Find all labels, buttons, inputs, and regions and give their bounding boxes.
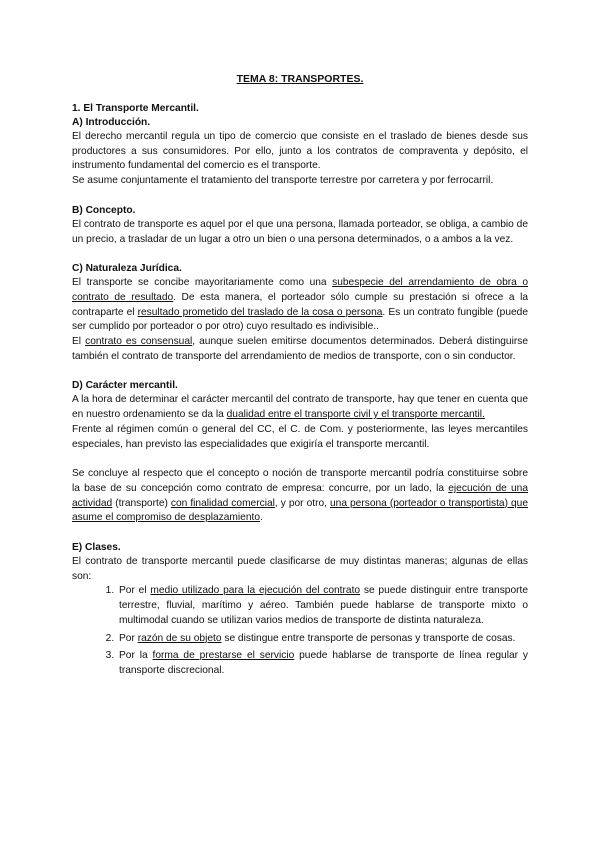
paragraph: Se concluye al respecto que el concepto o noción de transporte mercantil podría constituirse sobre la base de su concepción como contrato de empresa: concurre, por un lado, la ejecución de una actividad (transporte) con finalidad comercial, y por otro, una persona (porteador o transportista) que asume el compromiso de desplazamiento. xyxy=(72,468,528,524)
subsection-heading: A) Introducción. xyxy=(72,117,151,128)
list-item: 2. Por razón de su objeto se distingue entre transporte de personas y transporte de cosas. xyxy=(117,632,528,647)
list-item: 3. Por la forma de prestarse el servicio puede hablarse de transporte de línea regular y transporte discrecional. xyxy=(117,649,528,678)
underlined-term: ejecución de una actividad xyxy=(72,482,528,509)
subsection-heading: C) Naturaleza Jurídica. xyxy=(72,263,182,275)
subsection-heading: D) Carácter mercantil. xyxy=(72,380,178,392)
paragraph: El contrato de transporte es aquel por el que una persona, llamada porteador, se obliga, a cambio de un precio, a trasladar de un lugar a otro un bien o una persona determinados, o a ambos a la vez. xyxy=(72,218,528,245)
paragraph: Se asume conjuntamente el tratamiento del transporte terrestre por carretera y por ferrocarril. xyxy=(72,175,494,187)
paragraph: Frente al régimen común o general del CC, el C. de Com. y posteriormente, las leyes mercantiles especiales, han previsto las especialidades que exigiría el transporte mercantil. xyxy=(72,423,528,450)
underlined-term: contrato es consensual xyxy=(85,336,193,348)
underlined-term: con finalidad comercial xyxy=(170,497,275,509)
underlined-term: medio utilizado para la ejecución del contrato xyxy=(150,585,361,597)
document-title: TEMA 8: TRANSPORTES. xyxy=(236,73,364,85)
subsection-heading: B) Concepto. xyxy=(72,204,136,216)
underlined-term: resultado prometido del traslado de la cosa o persona xyxy=(137,306,383,318)
paragraph: El contrato de transporte mercantil puede clasificarse de muy distintas maneras; algunas de ellas son: xyxy=(72,556,528,582)
underlined-term: subespecie del arrendamiento de obra o contrato de resultado xyxy=(72,277,528,303)
classes-list xyxy=(72,584,528,678)
underlined-term: forma de prestarse el servicio xyxy=(152,650,295,662)
subsection-heading: E) Clases. xyxy=(72,542,121,554)
underlined-term: dualidad entre el transporte civil y el transporte mercantil. xyxy=(226,409,485,421)
list-item: 1. Por el medio utilizado para la ejecución del contrato se puede distinguir entre transporte terrestre, fluvial, marítimo y aéreo. También puede hablarse de transporte mixto o multimodal cuando se utilizan varios medios de transporte de distinta naturaleza. xyxy=(117,584,528,628)
underlined-term: una persona (porteador o transportista) que asume el compromiso de desplazamiento xyxy=(72,497,528,524)
paragraph: A la hora de determinar el carácter mercantil del contrato de transporte, hay que tener en cuenta que en nuestro ordenamiento se da la dualidad entre el transporte civil y el transporte mercantil. xyxy=(72,394,528,421)
paragraph: El contrato es consensual, aunque suelen emitirse documentos determinados. Deberá distinguirse también el contrato de transporte del arrendamiento de medios de transporte, con o sin conductor. xyxy=(72,336,528,362)
underlined-term: razón de su objeto xyxy=(137,632,222,644)
paragraph: El transporte se concibe mayoritariamente como una subespecie del arrendamiento de obra o contrato de resultado. De esta manera, el porteador sólo cumple su prestación si ofrece a la contraparte el resultado prometido del traslado de la cosa o persona. Es un contrato fungible (puede ser cumplido por porteador o por otro) cuyo resultado es indivisible.. xyxy=(72,277,529,333)
section-heading: 1. El Transporte Mercantil. xyxy=(72,103,199,114)
paragraph: El derecho mercantil regula un tipo de comercio que consiste en el traslado de bienes desde sus productores a sus consumidores. Por ello, junto a los contratos de compraventa y depósito, el instrumento fundamental del comercio es el transporte. xyxy=(72,131,528,172)
